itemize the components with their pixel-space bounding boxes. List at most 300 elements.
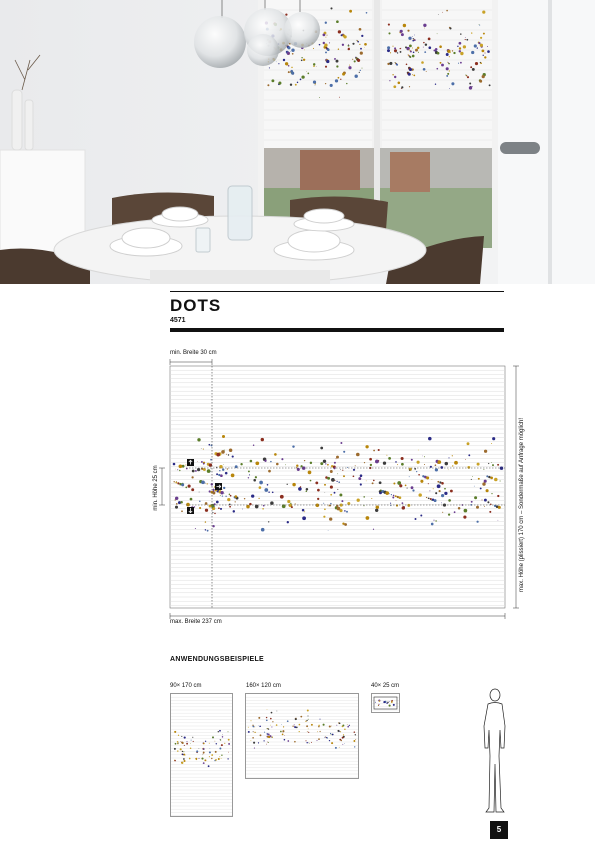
- pattern-dot: [287, 521, 289, 523]
- pattern-dot: [193, 741, 194, 742]
- pattern-dot: [190, 747, 192, 749]
- pattern-dot: [428, 437, 432, 441]
- pattern-dot: [197, 461, 198, 462]
- pattern-dot: [424, 456, 425, 457]
- pattern-dot: [474, 44, 477, 47]
- pattern-dot: [203, 754, 204, 755]
- pattern-dot: [440, 466, 443, 469]
- pattern-dot: [336, 725, 337, 726]
- pattern-dot: [307, 731, 308, 732]
- pattern-dot: [335, 480, 336, 481]
- pattern-dot: [304, 50, 305, 51]
- pattern-dot: [479, 25, 480, 26]
- pattern-dot: [222, 736, 223, 737]
- pattern-dot: [294, 741, 296, 743]
- pattern-dot: [340, 442, 342, 444]
- pattern-dot: [205, 483, 206, 484]
- pattern-dot: [420, 480, 423, 483]
- pattern-dot: [219, 756, 220, 757]
- pattern-dot: [395, 495, 397, 497]
- pattern-dot: [413, 75, 415, 77]
- pattern-dot: [272, 737, 273, 738]
- pattern-dot: [474, 496, 477, 499]
- pattern-dot: [365, 445, 368, 448]
- pattern-dot: [271, 726, 272, 727]
- pattern-dot: [270, 501, 273, 504]
- pattern-dot: [175, 497, 178, 500]
- pattern-dot: [343, 475, 345, 477]
- pattern-dot: [287, 720, 289, 722]
- pattern-dot: [268, 742, 269, 743]
- example-blind-tall: [170, 693, 233, 817]
- pattern-dot: [388, 24, 390, 26]
- pattern-dot: [360, 483, 362, 485]
- pattern-dot: [317, 731, 318, 732]
- pattern-dot: [178, 735, 179, 736]
- pattern-dot: [342, 737, 344, 739]
- pattern-dot: [451, 82, 454, 85]
- pattern-dot: [292, 53, 294, 55]
- pattern-dot: [398, 82, 401, 85]
- pattern-dot: [276, 463, 279, 466]
- pattern-dot: [323, 503, 324, 504]
- pattern-dot: [204, 749, 205, 750]
- pattern-dot: [182, 751, 183, 752]
- pattern-dot: [344, 728, 346, 730]
- pattern-dot: [224, 743, 225, 744]
- pattern-dot: [324, 508, 326, 510]
- pattern-dot: [423, 47, 424, 48]
- pattern-dot: [302, 516, 306, 520]
- pattern-dot: [320, 719, 321, 720]
- pattern-dot: [348, 48, 350, 50]
- pattern-dot: [291, 72, 294, 75]
- pattern-dot: [433, 488, 434, 489]
- pattern-dot: [417, 461, 420, 464]
- pattern-dot: [342, 744, 343, 745]
- pattern-dot: [469, 83, 471, 85]
- pattern-dot: [465, 37, 466, 38]
- pattern-dot: [295, 84, 297, 86]
- pattern-dot: [352, 43, 354, 45]
- pattern-dot: [261, 438, 264, 441]
- pattern-dot: [446, 53, 449, 56]
- pattern-dot: [460, 33, 461, 34]
- pattern-dot: [482, 500, 483, 501]
- pattern-dot: [340, 79, 341, 80]
- pattern-dot: [339, 747, 340, 748]
- pattern-dot: [258, 717, 260, 719]
- pattern-dot: [409, 56, 411, 58]
- pattern-dot: [416, 471, 417, 472]
- pattern-dot: [337, 473, 338, 474]
- pattern-dot: [467, 466, 470, 469]
- pattern-dot: [389, 80, 390, 81]
- pattern-dot: [415, 518, 417, 520]
- pattern-dot: [357, 59, 360, 62]
- pattern-dot: [439, 481, 441, 483]
- pattern-dot: [313, 65, 315, 67]
- pattern-dot: [260, 734, 262, 736]
- pattern-dot: [335, 79, 338, 82]
- pattern-dot: [471, 479, 472, 480]
- pattern-dot: [399, 496, 402, 499]
- pattern-dot: [430, 498, 432, 500]
- pattern-dot: [491, 493, 492, 494]
- pattern-dot: [259, 481, 263, 485]
- pattern-dot: [316, 66, 317, 67]
- pattern-dot: [452, 50, 453, 51]
- pattern-dot: [249, 474, 250, 475]
- title-top-rule: [170, 291, 504, 292]
- pattern-dot: [220, 474, 223, 477]
- pattern-dot: [409, 470, 410, 471]
- pattern-dot: [181, 510, 183, 512]
- pattern-dot: [431, 523, 434, 526]
- pattern-dot: [492, 437, 495, 440]
- pattern-dot: [444, 492, 447, 495]
- pattern-dot: [332, 734, 334, 736]
- pattern-dot: [421, 61, 424, 64]
- pattern-dot: [387, 63, 389, 65]
- pattern-dot: [209, 463, 212, 466]
- pattern-dot: [486, 489, 489, 492]
- pattern-dot: [290, 503, 291, 504]
- pattern-dot: [445, 462, 448, 465]
- pattern-dot: [373, 529, 374, 530]
- pattern-dot: [227, 468, 228, 469]
- pattern-dot: [287, 46, 290, 49]
- pattern-dot: [199, 507, 201, 509]
- pattern-dot: [209, 743, 210, 744]
- pattern-dot: [392, 74, 393, 75]
- pattern-dot: [336, 20, 339, 23]
- pattern-dot: [336, 65, 338, 67]
- pattern-dot: [184, 745, 185, 746]
- pattern-dot: [454, 511, 456, 513]
- pattern-dot: [439, 45, 442, 48]
- pattern-dot: [376, 505, 379, 508]
- example-size-3: 40× 25 cm: [371, 683, 400, 689]
- pattern-dot: [263, 740, 264, 741]
- pattern-dot: [270, 461, 271, 462]
- pattern-dot: [284, 739, 286, 741]
- pattern-dot: [435, 48, 438, 51]
- pattern-dot: [306, 725, 308, 727]
- pattern-dot: [453, 52, 455, 54]
- pattern-dot: [353, 469, 355, 471]
- pattern-dot: [393, 482, 395, 484]
- pattern-dot: [373, 480, 375, 482]
- pattern-dot: [375, 702, 376, 703]
- pattern-dot: [221, 758, 222, 759]
- pattern-dot: [426, 71, 427, 72]
- pattern-dot: [466, 39, 468, 41]
- pattern-dot: [474, 486, 475, 487]
- pattern-dot: [278, 63, 279, 64]
- pattern-dot: [215, 759, 217, 761]
- pattern-dot: [383, 701, 385, 703]
- pattern-dot: [370, 464, 372, 466]
- pattern-dot: [201, 448, 202, 449]
- pattern-dot: [479, 24, 480, 25]
- pattern-dot: [213, 489, 215, 491]
- pattern-dot: [216, 473, 218, 475]
- pattern-dot: [338, 77, 340, 79]
- pattern-dot: [226, 454, 227, 455]
- pattern-dot: [343, 451, 345, 453]
- pattern-dot: [310, 462, 312, 464]
- pattern-dot: [327, 48, 330, 51]
- pattern-dot: [222, 435, 225, 438]
- pattern-dot: [302, 509, 305, 512]
- pattern-dot: [191, 476, 193, 478]
- pattern-dot: [311, 724, 313, 726]
- pattern-dot: [409, 68, 412, 71]
- pattern-dot: [483, 33, 485, 35]
- title-bottom-rule: [170, 328, 504, 332]
- pattern-dot: [267, 709, 268, 710]
- pattern-dot: [469, 86, 472, 89]
- pattern-dot: [366, 481, 367, 482]
- pattern-dot: [186, 503, 190, 507]
- pattern-dot: [430, 466, 432, 468]
- pattern-dot: [276, 724, 278, 726]
- pattern-dot: [489, 511, 491, 513]
- pattern-dot: [177, 741, 179, 743]
- pattern-dot: [287, 740, 289, 742]
- pattern-dot: [179, 470, 180, 471]
- min-width-label: min. Breite 30 cm: [170, 350, 217, 356]
- pattern-dot: [191, 488, 194, 491]
- pattern-dot: [306, 71, 307, 72]
- pattern-dot: [414, 35, 415, 36]
- pattern-dot: [471, 32, 472, 33]
- pattern-dot: [212, 492, 215, 495]
- pattern-dot: [458, 63, 459, 64]
- pattern-dot: [220, 508, 222, 510]
- pattern-dot: [203, 463, 205, 465]
- pattern-dot: [323, 724, 325, 726]
- pattern-dot: [222, 468, 224, 470]
- pattern-dot: [349, 10, 352, 13]
- pattern-dot: [363, 496, 365, 498]
- pattern-dot: [280, 495, 284, 499]
- pattern-dot: [331, 726, 332, 727]
- pattern-dot: [428, 46, 431, 49]
- pattern-dot: [209, 751, 211, 753]
- pattern-dot: [213, 737, 214, 738]
- pattern-dot: [190, 743, 191, 744]
- pattern-dot: [452, 455, 453, 456]
- pattern-dot: [390, 52, 391, 53]
- pattern-dot: [428, 497, 430, 499]
- pattern-dot: [329, 740, 330, 741]
- pattern-dot: [258, 498, 259, 499]
- pattern-dot: [291, 67, 293, 69]
- pattern-dot: [231, 474, 235, 478]
- pattern-dot: [179, 464, 183, 468]
- pattern-dot: [221, 744, 223, 746]
- pattern-dot: [397, 464, 398, 465]
- pattern-dot: [337, 730, 339, 732]
- pattern-dot: [394, 76, 396, 78]
- pattern-dot: [268, 470, 271, 473]
- pattern-dot: [465, 459, 466, 460]
- pattern-dot: [188, 485, 191, 488]
- pattern-dot: [446, 75, 448, 77]
- pattern-dot: [397, 52, 398, 53]
- pattern-dot: [267, 84, 269, 86]
- pattern-dot: [174, 760, 176, 762]
- pattern-dot: [221, 754, 222, 755]
- pattern-dot: [335, 747, 337, 749]
- pattern-dot: [252, 737, 254, 739]
- pattern-dot: [192, 737, 193, 738]
- pattern-dot: [260, 726, 261, 727]
- pattern-dot: [418, 474, 420, 476]
- pattern-dot: [423, 42, 424, 43]
- pattern-dot: [300, 486, 301, 487]
- room-photo: [0, 0, 595, 284]
- pattern-dot: [211, 754, 213, 756]
- pattern-dot: [497, 495, 499, 497]
- pattern-dot: [255, 476, 257, 478]
- pattern-dot: [389, 62, 392, 65]
- pattern-dot: [324, 484, 326, 486]
- pattern-dot: [328, 505, 329, 506]
- pattern-dot: [209, 756, 210, 757]
- pattern-dot: [327, 737, 328, 738]
- pattern-dot: [468, 454, 470, 456]
- pattern-dot: [287, 52, 290, 55]
- pattern-dot: [348, 44, 349, 45]
- pattern-dot: [395, 461, 397, 463]
- person-silhouette-icon: [474, 686, 514, 816]
- pattern-dot: [344, 523, 347, 526]
- pattern-dot: [389, 493, 390, 494]
- pattern-dot: [500, 480, 501, 481]
- pattern-dot: [467, 76, 469, 78]
- pattern-dot: [215, 741, 216, 742]
- pattern-dot: [387, 49, 390, 52]
- pattern-dot: [407, 488, 408, 489]
- pattern-dot: [255, 461, 259, 465]
- pattern-dot: [218, 731, 219, 732]
- pattern-dot: [274, 453, 277, 456]
- pattern-dot: [230, 495, 232, 497]
- pattern-dot: [344, 743, 345, 744]
- pattern-dot: [489, 84, 491, 86]
- pattern-dot: [272, 721, 273, 722]
- pattern-dot: [234, 495, 237, 498]
- pattern-dot: [471, 51, 474, 54]
- pattern-dot: [287, 484, 288, 485]
- pattern-dot: [359, 44, 360, 45]
- pattern-dot: [417, 47, 419, 49]
- pattern-dot: [372, 482, 374, 484]
- pattern-dot: [308, 732, 309, 733]
- pattern-dot: [218, 758, 220, 760]
- pattern-dot: [317, 489, 320, 492]
- pattern-dot: [460, 52, 463, 55]
- pattern-dot: [285, 464, 286, 465]
- pattern-dot: [266, 744, 267, 745]
- pattern-dot: [227, 758, 228, 759]
- pattern-dot: [412, 48, 413, 49]
- dimension-diagram: [150, 358, 530, 624]
- pattern-dot: [410, 51, 412, 53]
- pattern-dot: [484, 506, 485, 507]
- pattern-dot: [295, 718, 296, 719]
- pattern-dot: [491, 443, 492, 444]
- pattern-dot: [355, 75, 358, 78]
- pattern-dot: [494, 478, 498, 482]
- pattern-dot: [393, 85, 396, 88]
- pattern-dot: [401, 48, 402, 49]
- pattern-dot: [259, 486, 262, 489]
- pattern-dot: [290, 51, 291, 52]
- pattern-dot: [209, 444, 211, 446]
- pattern-dot: [304, 511, 305, 512]
- pattern-dot: [214, 506, 215, 507]
- pattern-dot: [338, 49, 339, 50]
- pattern-dot: [457, 46, 458, 47]
- pattern-dot: [299, 724, 301, 726]
- pattern-dot: [389, 701, 390, 702]
- pattern-dot: [308, 729, 309, 730]
- pattern-dot: [383, 462, 386, 465]
- pattern-dot: [408, 49, 409, 50]
- pattern-dot: [313, 81, 316, 84]
- pattern-dot: [189, 758, 191, 760]
- pattern-dot: [483, 55, 484, 56]
- pattern-dot: [359, 28, 362, 31]
- pattern-dot: [290, 84, 292, 86]
- pattern-dot: [342, 44, 344, 46]
- pattern-dot: [326, 35, 327, 36]
- pattern-dot: [214, 513, 216, 515]
- pattern-dot: [183, 758, 185, 760]
- pattern-dot: [261, 528, 265, 532]
- pattern-dot: [487, 501, 489, 503]
- pattern-dot: [488, 463, 489, 464]
- pattern-dot: [463, 516, 466, 519]
- pattern-dot: [341, 500, 343, 502]
- pattern-dot: [288, 65, 289, 66]
- pattern-dot: [466, 75, 467, 76]
- pattern-dot: [262, 508, 264, 510]
- pattern-dot: [212, 525, 214, 527]
- pattern-dot: [277, 711, 278, 712]
- pattern-dot: [498, 506, 501, 509]
- pattern-dot: [423, 68, 426, 71]
- pattern-dot: [271, 79, 274, 82]
- pattern-dot: [205, 741, 206, 742]
- pattern-dot: [407, 30, 409, 32]
- pattern-dot: [222, 734, 223, 735]
- pattern-dot: [325, 22, 327, 24]
- pattern-dot: [268, 491, 270, 493]
- pattern-dot: [253, 445, 254, 446]
- pattern-dot: [387, 46, 390, 49]
- pattern-dot: [472, 476, 473, 477]
- pattern-dot: [292, 483, 295, 486]
- pattern-dot: [378, 705, 379, 706]
- pattern-dot: [391, 494, 392, 495]
- pattern-dot: [341, 34, 343, 36]
- pattern-dot: [207, 483, 208, 484]
